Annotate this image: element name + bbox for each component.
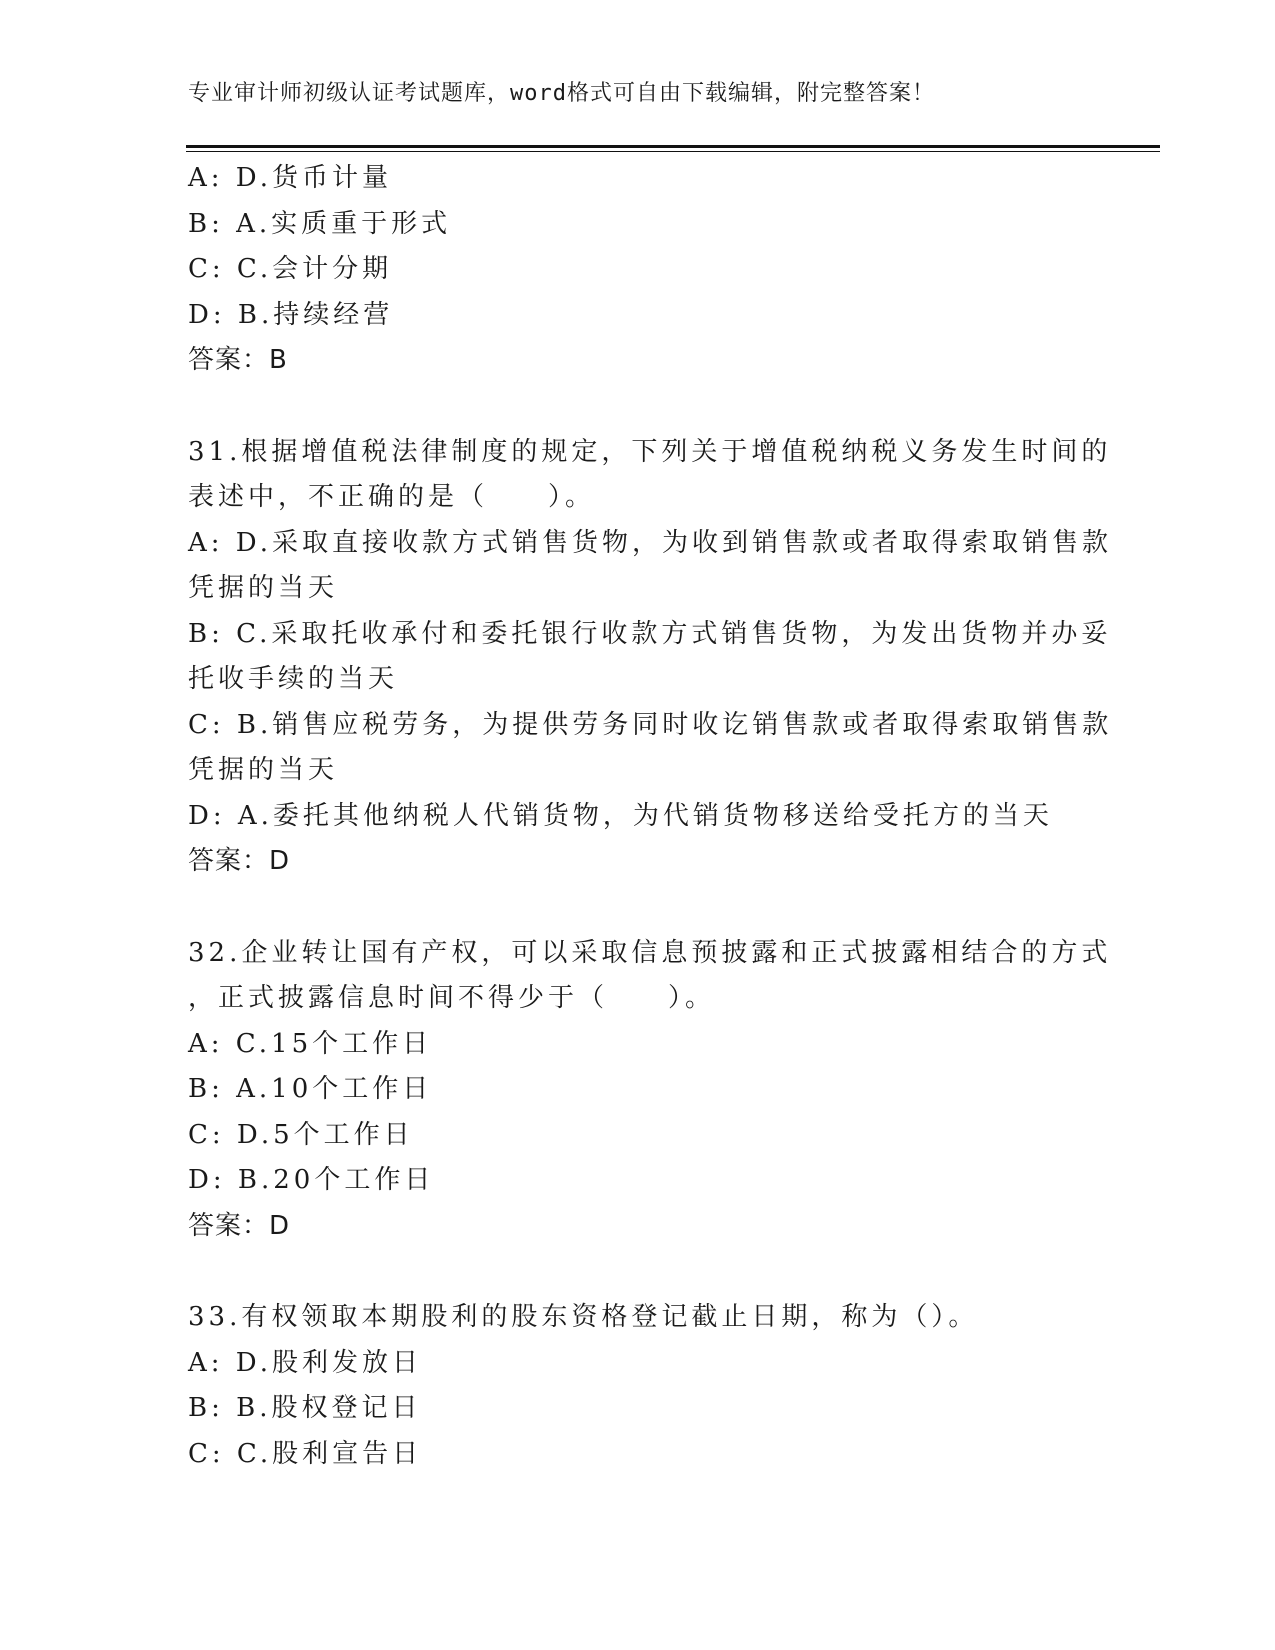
option-line: A: D.股利发放日	[188, 1347, 422, 1378]
question-30	[188, 156, 1088, 384]
option-line: A: D.货币计量	[188, 163, 392, 193]
option-line: B: A.10个工作日	[188, 1074, 433, 1104]
option-line: D: A.委托其他纳税人代销货物，为代销货物移送给受托方的当天	[188, 800, 1053, 831]
question-33	[188, 1295, 1088, 1477]
option-line: D: B.20个工作日	[188, 1165, 435, 1195]
answer-line: 答案：D	[188, 846, 291, 876]
question-32	[188, 931, 1112, 1250]
document-body	[188, 156, 1113, 1477]
header-rule-thick	[186, 145, 1160, 148]
question-31	[188, 430, 1113, 885]
option-line: D: B.持续经营	[188, 299, 394, 330]
question-stem-line: ，正式披露信息时间不得少于（ ）。	[188, 983, 716, 1013]
question-stem-line: 表述中，不正确的是（ ）。	[188, 482, 596, 512]
option-line: B: C.采取托收承付和委托银行收款方式销售货物，为发出货物并办妥	[188, 618, 1112, 649]
question-stem-line: 32.企业转让国有产权，可以采取信息预披露和正式披露相结合的方式	[188, 937, 1112, 968]
option-line: B: A.实质重于形式	[188, 208, 452, 239]
option-line: 凭据的当天	[188, 573, 339, 603]
option-line: 凭据的当天	[188, 755, 339, 785]
answer-line: 答案：D	[188, 1210, 291, 1241]
option-line: A: C.15个工作日	[188, 1028, 433, 1059]
answer-line: 答案：B	[188, 345, 288, 375]
option-line: A: D.采取直接收款方式销售货物，为收到销售款或者取得索取销售款	[188, 527, 1112, 558]
spacer	[188, 1249, 1088, 1295]
question-stem-line: 31.根据增值税法律制度的规定，下列关于增值税纳税义务发生时间的	[188, 436, 1112, 467]
option-line: 托收手续的当天	[188, 664, 399, 694]
option-line: B: B.股权登记日	[188, 1393, 422, 1423]
spacer	[188, 885, 1088, 931]
spacer	[188, 384, 1088, 430]
option-line: C: C.股利宣告日	[188, 1438, 423, 1469]
option-line: C: D.5个工作日	[188, 1119, 414, 1150]
header-rule-thin	[186, 151, 1160, 152]
document-header: 专业审计师初级认证考试题库，word格式可自由下载编辑，附完整答案！	[188, 81, 935, 106]
option-line: C: C.会计分期	[188, 254, 393, 284]
question-stem-line: 33.有权领取本期股利的股东资格登记截止日期，称为（）。	[188, 1302, 979, 1332]
option-line: C: B.销售应税劳务，为提供劳务同时收讫销售款或者取得索取销售款	[188, 709, 1113, 740]
